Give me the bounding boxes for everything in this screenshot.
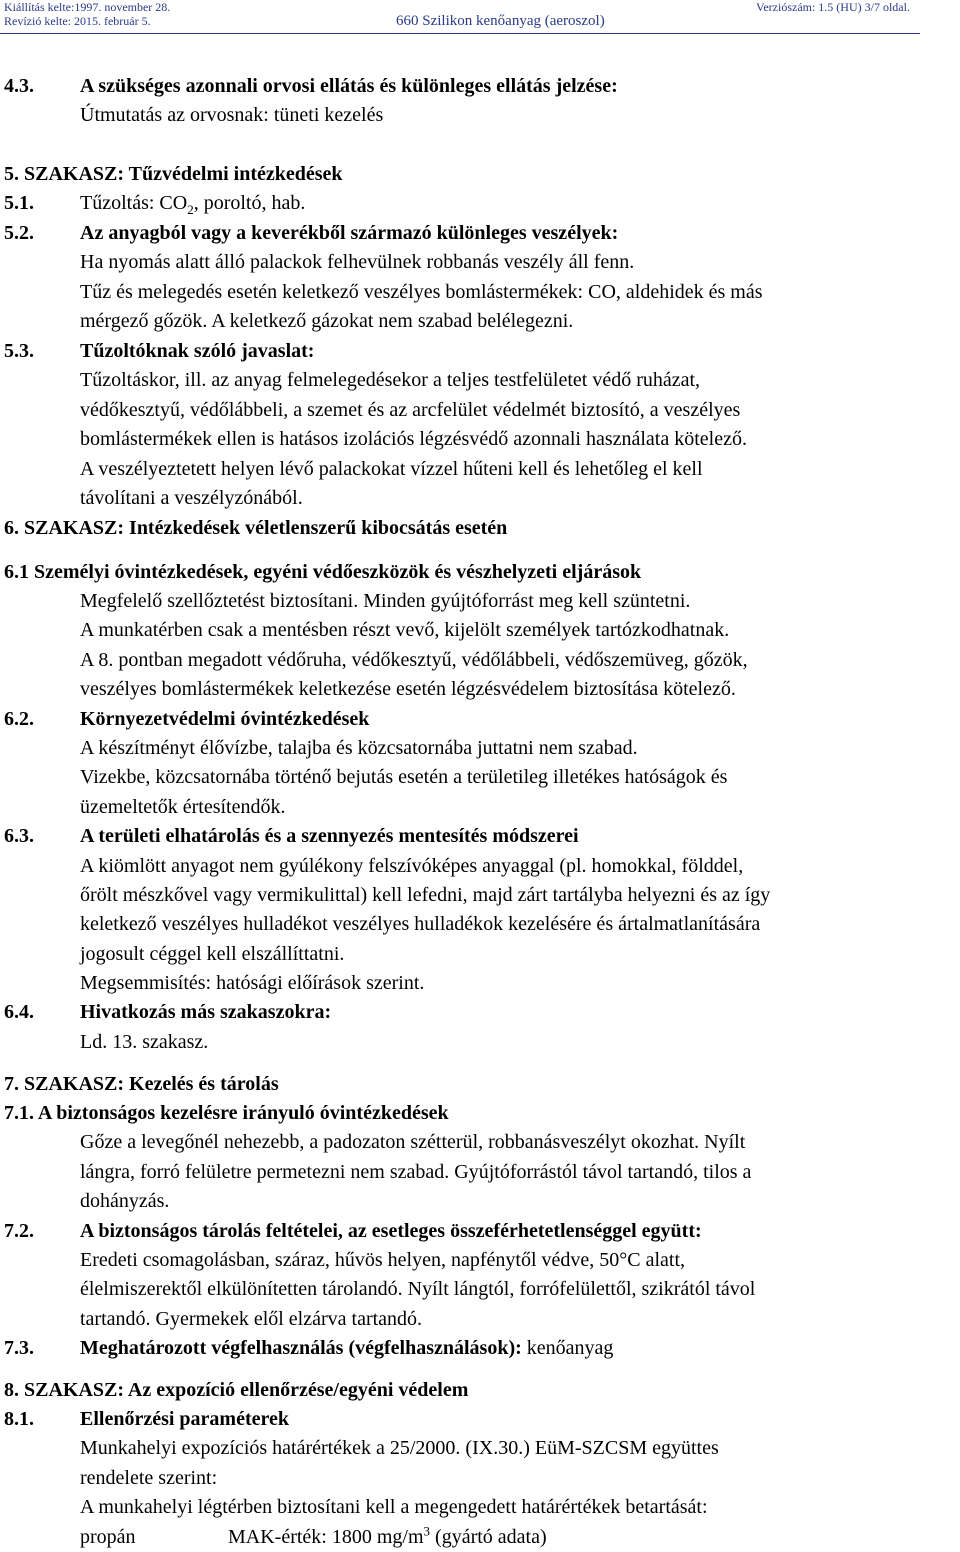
s64-line: Ld. 13. szakasz. xyxy=(80,1031,209,1053)
s71-line: lángra, forró felületre permetezni nem szabad. Gyújtóforrástól távol tartandó, tilos a xyxy=(80,1161,752,1183)
s53-line: védőkesztyű, védőlábbeli, a szemet és az arcfelület védelmét biztosító, a veszélyes xyxy=(80,399,741,421)
s51-number: 5.1. xyxy=(4,192,34,214)
s62-line: Vizekbe, közcsatornába történő bejutás esetén a területileg illetékes hatóságok és xyxy=(80,766,728,788)
s63-line: jogosult céggel kell elszállíttatni. xyxy=(80,943,345,965)
s52-line: Tűz és melegedés esetén keletkező veszélyes bomlástermékek: CO, aldehidek és más xyxy=(80,281,763,303)
section7-heading: 7. SZAKASZ: Kezelés és tárolás xyxy=(4,1073,279,1095)
s63-line: A kiömlött anyagot nem gyúlékony felszívóképes anyaggal (pl. homokkal, földdel, xyxy=(80,855,744,877)
s62-number: 6.2. xyxy=(4,708,34,730)
version-info: Verziószám: 1.5 (HU) 3/7 oldal. xyxy=(756,0,910,14)
s72-number: 7.2. xyxy=(4,1220,34,1242)
s63-line: Megsemmisítés: hatósági előírások szerint. xyxy=(80,972,425,994)
header-rule xyxy=(0,33,920,34)
s63-line: őrölt mészkővel vagy vermikulittal) kell lefedni, majd zárt tartályba helyezni és az így xyxy=(80,884,771,906)
s52-line: mérgező gőzök. A keletkező gázokat nem szabad belélegezni. xyxy=(80,310,574,332)
limit-value: MAK-érték: 1800 $mg/m^3$ (gyártó adata) xyxy=(228,1523,547,1548)
s53-line: Tűzoltáskor, ill. az anyag felmelegedésekor a teljes testfelületet védő ruházat, xyxy=(80,369,701,391)
s61-line: A munkatérben csak a mentésben részt vevő, kijelölt személyek tartózkodhatnak. xyxy=(80,619,730,641)
s43-text: Útmutatás az orvosnak: tüneti kezelés xyxy=(80,104,384,126)
s52-number: 5.2. xyxy=(4,222,34,244)
s53-line: bomlástermékek ellen is hatásos izolációs légzésvédő azonnali használata kötelező. xyxy=(80,428,747,450)
s81-line: rendelete szerint: xyxy=(80,1467,218,1489)
product-name: 660 Szilikon kenőanyag (aeroszol) xyxy=(396,13,605,29)
s71-line: dohányzás. xyxy=(80,1190,170,1212)
section8-heading: 8. SZAKASZ: Az expozíció ellenőrzése/egyéni védelem xyxy=(4,1379,469,1401)
s81-line: A munkahelyi légtérben biztosítani kell a megengedett határértékek betartását: xyxy=(80,1496,708,1518)
s63-line: keletkező veszélyes hulladékot veszélyes hulladékok kezelésére és ártalmatlanítására xyxy=(80,913,761,935)
s52-title: Az anyagból vagy a keverékből származó különleges veszélyek: xyxy=(80,222,619,244)
s73-number: 7.3. xyxy=(4,1337,34,1359)
s73-text xyxy=(80,1336,613,1360)
s53-line: távolítani a veszélyzónából. xyxy=(80,487,303,509)
s61-line: Megfelelő szellőztetést biztosítani. Minden gyújtóforrást meg kell szüntetni. xyxy=(80,590,691,612)
limit-substance: propán xyxy=(80,1526,136,1548)
s53-title: Tűzoltóknak szóló javaslat: xyxy=(80,340,315,362)
s73-value: kenőanyag xyxy=(521,1337,614,1359)
s81-number: 8.1. xyxy=(4,1408,34,1430)
s72-line: tartandó. Gyermekek elől elzárva tartandó. xyxy=(80,1308,423,1330)
revision-date: Revízió kelte: 2015. február 5. xyxy=(4,14,151,28)
s72-line: Eredeti csomagolásban, száraz, hűvös helyen, napfénytől védve, 50°C alatt, xyxy=(80,1249,686,1271)
s63-title: A területi elhatárolás és a szennyezés mentesítés módszerei xyxy=(80,825,579,847)
s81-title: Ellenőrzési paraméterek xyxy=(80,1408,290,1430)
s61-title: 6.1 Személyi óvintézkedések, egyéni védőeszközök és vészhelyzeti eljárások xyxy=(4,561,642,583)
s61-line: A 8. pontban megadott védőruha, védőkesztyű, védőlábbeli, védőszemüveg, gőzök, xyxy=(80,649,748,671)
issue-date: Kiállítás kelte:1997. november 28. xyxy=(4,0,171,14)
s64-number: 6.4. xyxy=(4,1001,34,1023)
s52-line: Ha nyomás alatt álló palackok felhevülnek robbanás veszély áll fenn. xyxy=(80,251,635,273)
s61-line: veszélyes bomlástermékek keletkezése esetén légzésvédelem biztosítása kötelező. xyxy=(80,678,736,700)
s72-line: élelmiszerektől elkülönítetten tárolandó. Nyílt lángtól, forrófelülettől, szikrától távol xyxy=(80,1278,756,1300)
s53-line: A veszélyeztetett helyen lévő palackokat vízzel hűteni kell és lehetőleg el kell xyxy=(80,458,703,480)
s51-text: Tűzoltás: $CO_2$, poroltó, hab. xyxy=(80,192,306,217)
s43-number: 4.3. xyxy=(4,75,34,97)
s64-title: Hivatkozás más szakaszokra: xyxy=(80,1001,332,1023)
s53-number: 5.3. xyxy=(4,340,34,362)
s62-title: Környezetvédelmi óvintézkedések xyxy=(80,708,370,730)
s63-number: 6.3. xyxy=(4,825,34,847)
s73-title: Meghatározott végfelhasználás (végfelhasználások): xyxy=(80,1337,522,1359)
s62-line: A készítményt élővízbe, talajba és közcsatornába juttatni nem szabad. xyxy=(80,737,638,759)
section6-heading: 6. SZAKASZ: Intézkedések véletlenszerű kibocsátás esetén xyxy=(4,517,508,539)
s43-title: A szükséges azonnali orvosi ellátás és különleges ellátás jelzése: xyxy=(80,75,618,97)
s81-line: Munkahelyi expozíciós határértékek a 25/2000. (IX.30.) EüM-SZCSM együttes xyxy=(80,1437,719,1459)
s71-title: 7.1. A biztonságos kezelésre irányuló óvintézkedések xyxy=(4,1102,449,1124)
s72-title: A biztonságos tárolás feltételei, az esetleges összeférhetetlenséggel együtt: xyxy=(80,1220,702,1242)
s71-line: Gőze a levegőnél nehezebb, a padozaton szétterül, robbanásveszélyt okozhat. Nyílt xyxy=(80,1131,746,1153)
section5-heading: 5. SZAKASZ: Tűzvédelmi intézkedések xyxy=(4,163,343,185)
s62-line: üzemeltetők értesítendők. xyxy=(80,796,286,818)
